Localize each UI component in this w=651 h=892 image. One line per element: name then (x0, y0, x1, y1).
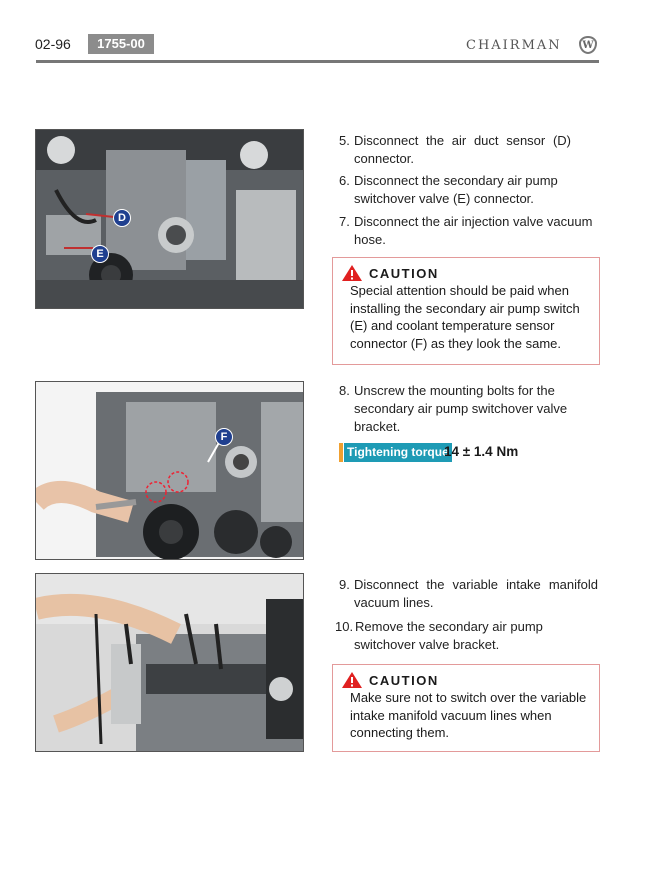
step-6: 6. Disconnect the secondary air pump switchover valve (E) connector. (339, 173, 558, 206)
torque-label: Tightening torque (344, 443, 452, 462)
callout-f-icon: F (215, 428, 233, 446)
callout-e-icon: E (91, 245, 109, 263)
engine-photo-3 (35, 573, 304, 752)
caution-title: CAUTION (369, 673, 439, 688)
header-rule (36, 60, 599, 63)
callout-d-icon: D (113, 209, 131, 227)
caution-text: Special attention should be paid when installing the secondary air pump switch (E) and coolant temperature sensor connector (F) as they look the same. (350, 283, 580, 351)
step-8: 8. Unscrew the mounting bolts for the secondary air pump switchover valve bracket. (339, 383, 568, 434)
caution-title: CAUTION (369, 266, 439, 281)
step-7: 7. Disconnect the air injection valve vacuum hose. (339, 214, 593, 247)
brand-emblem-icon: W (579, 36, 597, 54)
brand-logo-text: CHAIRMAN (466, 38, 562, 53)
warning-icon (341, 264, 363, 282)
torque-value: 14 ± 1.4 Nm (444, 444, 519, 459)
step-10: 10. Remove the secondary air pump switchover valve bracket. (335, 619, 543, 652)
caution-text: Make sure not to switch over the variable intake manifold vacuum lines when connecting them. (350, 690, 587, 740)
warning-icon (341, 671, 363, 689)
engine-photo-1 (35, 129, 304, 309)
caution-box-2 (332, 664, 600, 752)
caution-box-1 (332, 257, 600, 365)
section-code-badge: 1755-00 (88, 34, 154, 54)
torque-accent-bar (339, 443, 343, 462)
step-9: 9. Disconnect the variable intake manifold vacuum lines. (339, 577, 598, 610)
step-5: 5. Disconnect the air duct sensor (D) connector. (339, 133, 571, 166)
page-number: 02-96 (35, 36, 71, 52)
engine-photo-2 (35, 381, 304, 560)
